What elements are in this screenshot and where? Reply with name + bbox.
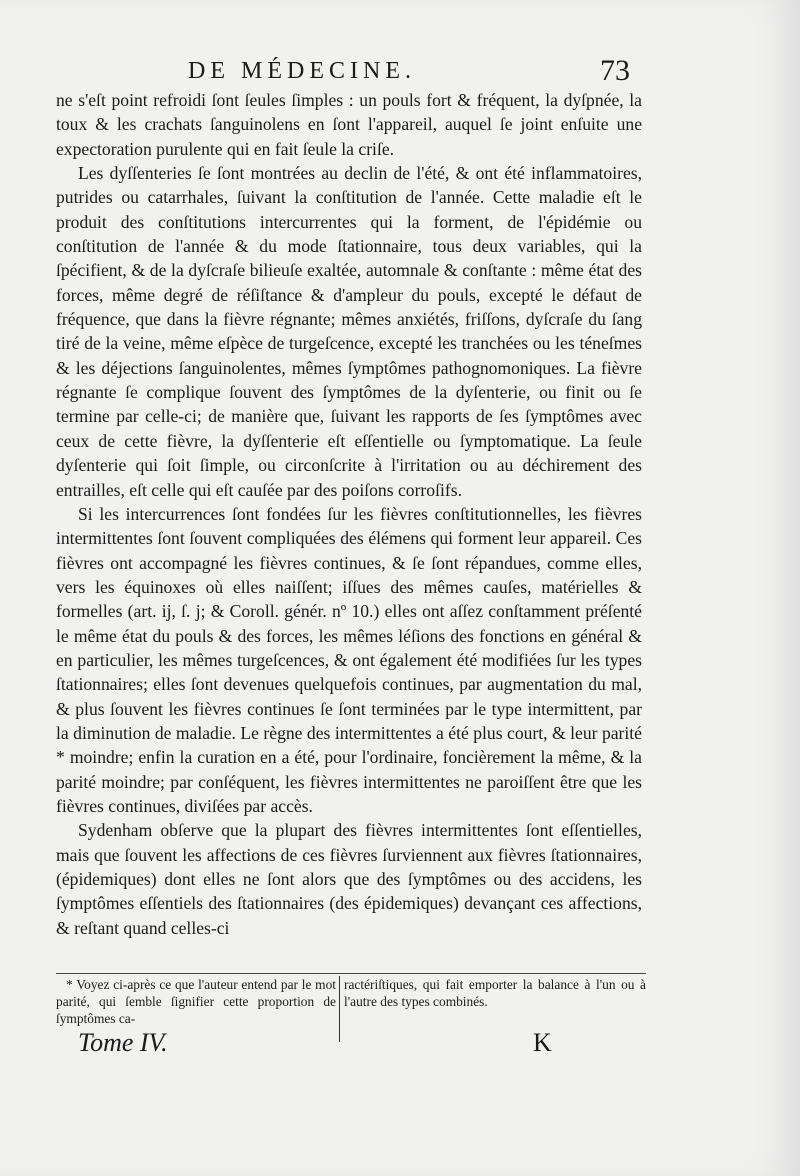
body-text [56, 88, 642, 940]
paragraph-intercurrences: Si les intercurrences ſont fondées ſur les fièvres conſtitutionnelles, les fièvres intermittentes ſont ſouvent compliquées des élémens qui forment leur appareil. Ces fièvres ont accompagné les fièvres continues, & ſe ſont répandues, comme elles, vers les équinoxes où elles naiſſent; iſſues des mêmes cauſes, matérielles & formelles (art. ij, ſ. j; & Coroll. génér. nº 10.) elles ont aſſez conſtamment préſenté le même état du pouls & des forces, les mêmes léſions des fonctions en général & en particulier, les mêmes turgeſcences, & ont également été modifiées ſur les types ſtationnaires; elles ſont devenues quelquefois continues, par augmentation du mal, & plus ſouvent les fièvres continues ſe ſont terminées par le type intermittent, par la diminution de maladie. Le règne des intermittentes a été plus court, & leur parité * moindre; enfin la curation en a été, pour l'ordinaire, foncièrement la même, & la parité moindre; par conſéquent, les fièvres intermittentes ne paroiſſent être que les fièvres continues, diviſées par accès. [56, 503, 642, 816]
gathering-signature: K [533, 1028, 552, 1057]
footnote-divider [339, 976, 340, 1042]
running-title: DE MÉDECINE. [188, 58, 416, 84]
paragraph-dysenteries: Les dyſſenteries ſe ſont montrées au declin de l'été, & ont été inflammatoires, putrides ou catarrhales, ſuivant la conſtitution de l'année. Cette maladie eſt le produit des conſtitutions intercurrentes qui la forment, de l'épidémie ou conſtitution de l'année & du mode ſtationnaire, tous deux variables, qui la ſpécifient, & de la dyſcraſe bilieuſe exaltée, automnale & conſtante : même état des forces, même degré de réſiſtance & d'ampleur du pouls, excepté le défaut de fréquence, que dans la fièvre régnante; mêmes anxiétés, friſſons, dyſcraſe du ſang tiré de la veine, même eſpèce de turgeſcence, excepté les tranchées ou les téneſmes & les déjections ſanguinolentes, mêmes ſymptômes pathognomoniques. La fièvre régnante ſe complique ſouvent des ſymptômes de la dyſenterie, ou finit ou ſe termine par celle-ci; de manière que, ſuivant les rapports de ſes ſymptômes avec ceux de cette fièvre, la dyſſenterie eſt eſſentielle ou ſymptomatique. La ſeule dyſenterie qui ſoit ſimple, ou circonſcrite à l'irritation ou au déchirement des entrailles, eſt celle qui eſt cauſée par des poiſons corroſifs. [56, 163, 642, 500]
footnote-left: * Voyez ci-après ce que l'auteur entend par le mot parité, qui ſemble ſignifier cette proportion de ſymptômes ca- [56, 977, 336, 1026]
footnotes [56, 973, 646, 1026]
volume-signature: Tome IV. [78, 1028, 168, 1057]
paragraph-sydenham: Sydenham obſerve que la plupart des fièvres intermittentes ſont eſſentielles, mais que ſouvent les affections de ces fièvres ſurviennent aux fièvres ſtationnaires, (épidemiques) dont elles ne ſont alors que des ſymptômes ou des accidens, les ſymptômes eſſentiels des ſtationnaires (des épidemiques) devançant ces affections, & reſtant quand celles-ci [56, 820, 642, 938]
footnote-right: ractériſtiques, qui fait emporter la balance à l'un ou à l'autre des types combinés. [344, 977, 646, 1009]
page-number: 73 [600, 54, 630, 87]
paragraph-continuation: ne s'eſt point refroidi ſont ſeules ſimples : un pouls fort & fréquent, la dyſpnée, la toux & les crachats ſanguinolens en ſont l'appareil, auquel ſe joint enſuite une expectoration purulente qui en fait ſeule la criſe. [56, 90, 642, 159]
